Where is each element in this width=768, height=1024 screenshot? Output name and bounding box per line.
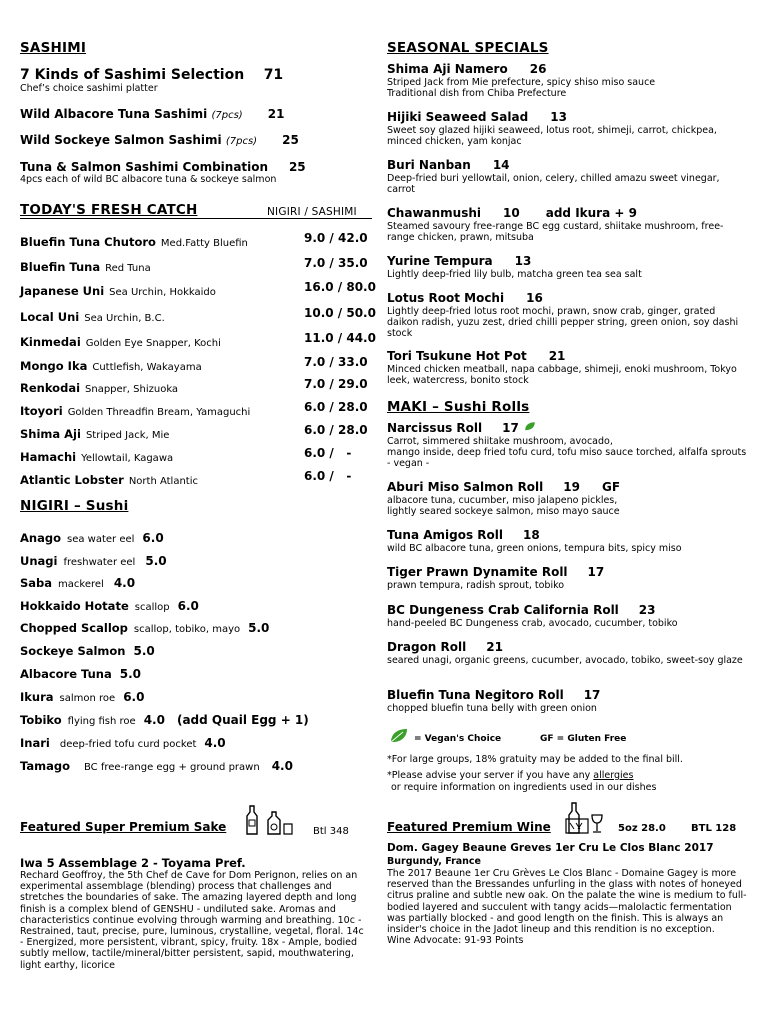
maki-item-desc: prawn tempura, radish sprout, tobiko [387,580,565,591]
legend-gf: GF = Gluten Free [540,734,627,744]
nigiri-heading: NIGIRI – Sushi [20,498,129,514]
item-name: Unagi [20,554,58,568]
nigiri-row [20,617,269,636]
sake-bottles-icon [244,804,296,836]
legend-note-ingredients: or require information on ingredients used in our dishes [391,782,657,793]
maki-heading: MAKI – Sushi Rolls [387,399,530,415]
item-name: Bluefin Tuna [20,260,101,274]
maki-item-desc: chopped bluefin tuna belly with green onion [387,703,597,714]
seasonal-item [387,62,546,76]
wine-heading: Featured Premium Wine [387,820,551,834]
item-name: Lotus Root Mochi [387,291,505,305]
seasonal-item-desc: Lightly deep-fried lily bulb, matcha green tea sea salt [387,269,642,280]
item-name: Shima Aji [20,427,81,441]
item-price: 21 [267,107,285,121]
item-price: 5.0 [248,621,270,635]
fresh-catch-row [20,400,372,418]
item-price: 13 [514,254,532,268]
item-name: Aburi Miso Salmon Roll [387,480,544,494]
item-price: 5.0 [145,554,167,568]
fresh-catch-heading-row [20,202,372,219]
nigiri-row [20,686,144,705]
item-desc: Golden Threadfin Bream, Yamaguchi [67,407,251,418]
seasonal-item [387,254,531,268]
item-name: Local Uni [20,310,80,324]
maki-item-desc: albacore tuna, cucumber, miso jalapeno pickles, lightly seared sockeye salmon, miso mayo sauce [387,495,620,518]
item-price: 71 [263,67,284,83]
fresh-catch-row [20,331,376,349]
item-name: Saba [20,576,53,590]
sake-heading: Featured Super Premium Sake [20,820,227,834]
item-name: BC Dungeness Crab California Roll [387,603,619,617]
sashimi-item-2 [20,107,285,121]
item-price: 13 [550,110,567,124]
seasonal-item [387,349,565,363]
fresh-catch-row [20,355,372,373]
item-desc: scallop, tobiko, mayo [133,624,241,635]
fresh-catch-row [20,469,372,487]
fresh-catch-columns: NIGIRI / SASHIMI [267,206,357,218]
item-name: Dragon Roll [387,640,467,654]
item-price: 26 [529,62,547,76]
item-price: 6.0 / 28.0 [304,423,368,437]
item-price: 4.0 [271,759,293,773]
sashimi-heading: SASHIMI [20,40,87,56]
sashimi-item-4-desc: 4pcs each of wild BC albacore tuna & sockeye salmon [20,174,277,185]
item-name: Hijiki Seaweed Salad [387,110,529,124]
item-desc: Cuttlefish, Wakayama [92,362,202,373]
seasonal-item-desc: Steamed savoury free-range BC egg custard, shiitake mushroom, free-range chicken, prawn, mitsuba [387,221,724,244]
maki-item-desc: wild BC albacore tuna, green onions, tempura bits, spicy miso [387,543,682,554]
item-note: (7pcs) [211,110,243,121]
item-price: 4.0 [113,576,136,590]
item-price: 6.0 [177,599,199,613]
item-desc: scallop [134,602,170,613]
item-price: 6.0 [142,531,164,545]
item-price: 17 [587,565,605,579]
nigiri-row [20,550,167,569]
item-name: Tori Tsukune Hot Pot [387,349,527,363]
item-name: Tamago [20,759,70,773]
item-name: Atlantic Lobster [20,473,124,487]
item-price: 10.0 / 50.0 [304,306,376,320]
item-price: 16 [526,291,543,305]
item-desc: Yellowtail, Kagawa [81,453,174,464]
wine-title: Dom. Gagey Beaune Greves 1er Cru Le Clos Blanc 2017 [387,842,714,854]
item-name: Mongo Ika [20,359,88,373]
item-desc: Red Tuna [105,263,151,274]
item-price: 23 [638,603,656,617]
item-name: Kinmedai [20,335,81,349]
fresh-catch-row [20,256,372,274]
item-name: Narcissus Roll [387,421,483,435]
fresh-catch-row [20,423,372,441]
fresh-catch-row [20,377,372,395]
fresh-catch-heading: TODAY'S FRESH CATCH [20,202,198,218]
maki-item-desc: seared unagi, organic greens, cucumber, avocado, tobiko, sweet-soy glaze [387,655,743,666]
legend-note-allergies [387,770,633,781]
item-price: 17 [502,421,519,435]
item-desc: Snapper, Shizuoka [85,384,179,395]
sashimi-item-4 [20,160,306,174]
item-price: 21 [548,349,566,363]
item-extra: (add Quail Egg + 1) [176,713,309,727]
item-price: 5.0 [133,644,155,658]
item-desc: freshwater eel [63,557,136,568]
item-name: Hokkaido Hotate [20,599,129,613]
item-price: 11.0 / 44.0 [304,331,376,345]
item-name: Yurine Tempura [387,254,493,268]
item-price: 6.0 / - [304,446,352,460]
item-price: 5.0 [119,667,142,681]
maki-item [387,565,604,579]
item-name: Tobiko [20,713,62,727]
item-price: 6.0 / - [304,469,352,483]
fresh-catch-row [20,280,376,298]
item-name: Hamachi [20,450,77,464]
nigiri-row [20,640,155,659]
item-name: Buri Nanban [387,158,471,172]
seasonal-item [387,158,510,172]
item-desc: Golden Eye Snapper, Kochi [85,338,221,349]
maki-item [387,480,620,494]
item-price: 25 [282,133,299,147]
item-price: 19 [563,480,580,494]
seasonal-heading: SEASONAL SPECIALS [387,40,549,56]
maki-item-desc: Carrot, simmered shiitake mushroom, avocado, mango inside, deep fried tofu curd, tofu miso sauce torched, alfalfa sprouts - vegan - [387,436,747,470]
maki-item [387,603,656,617]
allergy-note-text: *Please advise your server if you have any [387,770,594,781]
item-desc: mackerel [58,579,104,590]
sake-title: Iwa 5 Assemblage 2 - Toyama Pref. [20,856,246,870]
item-name: Bluefin Tuna Negitoro Roll [387,688,564,702]
item-desc: Sea Urchin, B.C. [84,313,165,324]
item-name: Shima Aji Namero [387,62,508,76]
item-price: 7.0 / 33.0 [304,355,368,369]
item-price: 18 [523,528,540,542]
item-price: 6.0 / 28.0 [304,400,368,414]
item-name: Tuna Amigos Roll [387,528,503,542]
seasonal-item [387,110,567,124]
item-name: Wild Albacore Tuna Sashimi [20,107,208,121]
item-name: Tuna & Salmon Sashimi Combination [20,160,269,174]
leaf-icon [524,421,536,432]
item-name: Chawanmushi [387,206,482,220]
item-name: Anago [20,531,61,545]
item-price: 7.0 / 35.0 [304,256,368,270]
item-price: 14 [492,158,510,172]
item-name: Japanese Uni [20,284,105,298]
fresh-catch-row [20,231,372,249]
item-name: Wild Sockeye Salmon Sashimi [20,133,222,147]
item-name: Tiger Prawn Dynamite Roll [387,565,568,579]
maki-item [387,421,536,435]
item-note: (7pcs) [225,136,258,147]
sashimi-item-3 [20,133,299,147]
nigiri-row [20,709,309,728]
item-price: 10 [503,206,520,220]
item-name: Itoyori [20,404,63,418]
fresh-catch-row [20,306,376,324]
nigiri-row [20,663,141,682]
seasonal-item-desc: Striped Jack from Mie prefecture, spicy shiso miso sauce Traditional dish from Chiba Prefecture [387,77,656,100]
item-price: 4.0 [204,736,226,750]
seasonal-item-desc: Sweet soy glazed hijiki seaweed, lotus root, shimeji, carrot, chickpea, minced chicken, yam konjac [387,125,717,148]
item-name: Chopped Scallop [20,621,128,635]
seasonal-item-desc: Minced chicken meatball, napa cabbage, shimeji, enoki mushroom, Tokyo leek, watercress, bonito stock [387,364,737,387]
item-name: Ikura [20,690,54,704]
item-desc: salmon roe [59,693,116,704]
item-name: Inari [20,736,50,750]
item-desc: Striped Jack, Mie [85,430,170,441]
maki-item [387,688,600,702]
item-desc: Med.Fatty Bluefin [160,238,248,249]
sashimi-item-1-desc: Chef’s choice sashimi platter [20,83,158,94]
allergies-link[interactable]: allergies [593,770,634,781]
seasonal-item [387,291,543,305]
item-price: 21 [486,640,503,654]
item-name: 7 Kinds of Sashimi Selection [20,67,245,83]
wine-glass-price: 5oz 28.0 [618,823,666,834]
maki-item-desc: hand-peeled BC Dungeness crab, avocado, cucumber, tobiko [387,618,678,629]
item-desc: sea water eel [66,534,135,545]
sake-desc: Rechard Geoffroy, the 5th Chef de Cave for Dom Perignon, relies on an experimental assemblage (blending) process that challenges and stretches the boundaries of sake. The amazing layered depth and long finish is a complex blend of GENSHU - undiluted sake. Aromas and characteristics continue evolving through warming and breathing. 10c - Restrained, taut, precise, pure, luminous, crystalline, vegetal, floral. 14c - Energized, more persistent, vibrant, spicy, fruity. 18x - Ample, bodied subtly mellow, tactile/mineral/bitter persistent, sapid, mouthwatering, light earthy, licorice [20,870,364,971]
seasonal-item-desc: Deep-fried buri yellowtail, onion, celery, chilled amazu sweet vinegar, carrot [387,173,720,196]
wine-desc: The 2017 Beaune 1er Cru Grèves Le Clos Blanc - Domaine Gagey is more reserved than the Bressandes unfurling in the glass with notes of honeyed citrus praline and subtle new oak. On the palate the wine is medium to full-bodied layered and succulent with tangy acids—malolactic fermentation was partially blocked - and good length on the finish. This is always an insider's choice in the Jadot lineup and this rendition is no exception. Wine Advocate: 91-93 Points [387,868,747,947]
item-name: Albacore Tuna [20,667,112,681]
item-desc: deep-fried tofu curd pocket [59,739,197,750]
legend-vegan: = Vegan's Choice [414,734,502,744]
maki-item [387,640,503,654]
item-desc: flying fish roe [67,716,136,727]
nigiri-row [20,595,199,614]
item-desc: Sea Urchin, Hokkaido [109,287,216,298]
item-extra: GF [601,480,621,494]
sake-btl-price: Btl 348 [313,826,349,837]
wine-btl-price: BTL 128 [691,823,737,834]
wine-bottles-icon [562,801,606,835]
item-desc: North Atlantic [128,476,199,487]
item-price: 25 [288,160,306,174]
item-extra: add Ikura + 9 [545,206,637,220]
item-desc: BC free-range egg + ground prawn [84,762,260,773]
item-name: Renkodai [20,381,81,395]
fresh-catch-row [20,446,372,464]
wine-region: Burgundy, France [387,856,482,867]
item-price: 7.0 / 29.0 [304,377,368,391]
item-price: 9.0 / 42.0 [304,231,368,245]
leaf-icon [389,728,409,744]
nigiri-row [20,572,135,591]
item-price: 17 [583,688,601,702]
maki-item [387,528,540,542]
item-name: Bluefin Tuna Chutoro [20,235,156,249]
nigiri-row [20,755,293,774]
item-price: 4.0 [143,713,165,727]
sashimi-item-1 [20,67,283,83]
item-price: 6.0 [123,690,145,704]
nigiri-row [20,732,226,751]
seasonal-item-desc: Lightly deep-fried lotus root mochi, prawn, snow crab, ginger, grated daikon radish, yuzu zest, dried chilli pepper string, green onion, soy dashi stock [387,306,739,340]
legend-note-gratuity: *For large groups, 18% gratuity may be added to the final bill. [387,754,683,765]
seasonal-item [387,206,637,220]
item-name: Sockeye Salmon [20,644,126,658]
nigiri-row [20,527,164,546]
item-price: 16.0 / 80.0 [304,280,376,294]
